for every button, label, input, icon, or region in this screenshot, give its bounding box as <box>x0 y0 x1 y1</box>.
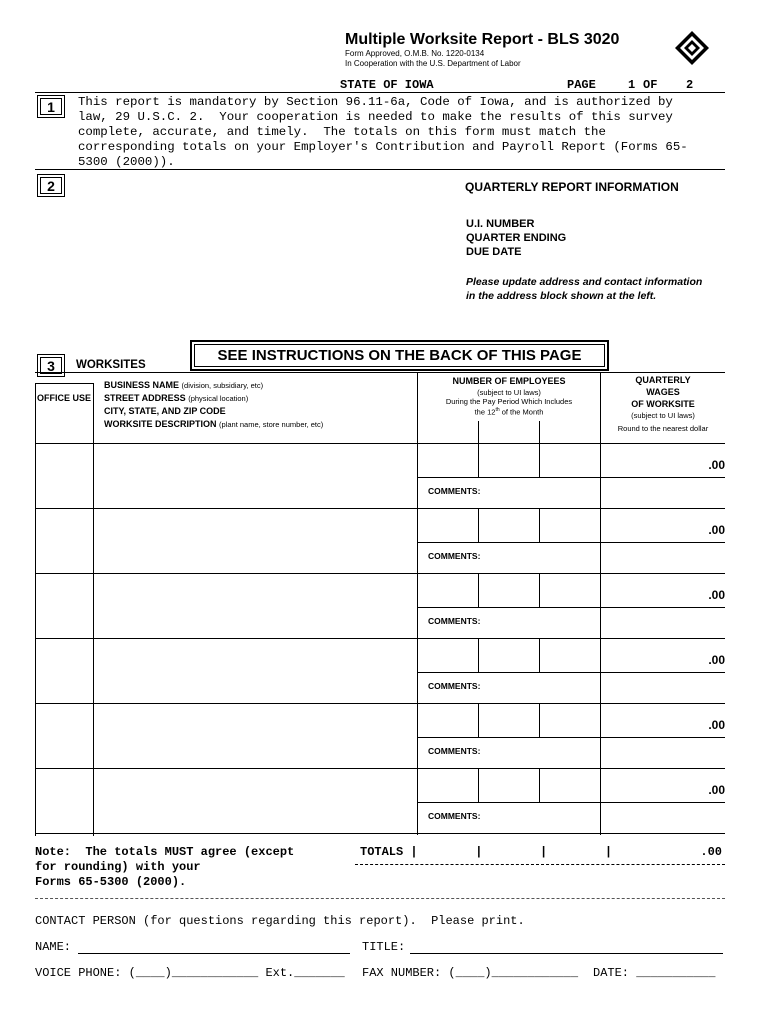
wages-header-3: OF WORKSITE <box>631 399 695 409</box>
employees-month-1-cell[interactable] <box>418 574 478 606</box>
comments-label: COMMENTS: <box>428 746 481 756</box>
due-date-label: DUE DATE <box>466 246 522 258</box>
street-address-header: STREET ADDRESS (physical location) <box>104 393 249 403</box>
employees-col-1-divider <box>478 443 479 477</box>
cooperation-note: In Cooperation with the U.S. Department of Labor <box>345 59 521 68</box>
ui-number-label: U.I. NUMBER <box>466 218 535 230</box>
comments-label: COMMENTS: <box>428 616 481 626</box>
worksite-wages-value[interactable]: .00 <box>708 783 725 797</box>
office-use-cell[interactable] <box>36 574 92 637</box>
employees-col-2-divider <box>539 573 540 607</box>
employees-col-2-divider <box>539 508 540 542</box>
office-use-cell[interactable] <box>36 704 92 767</box>
employees-col-1-divider <box>478 508 479 542</box>
employees-row-divider <box>417 477 725 478</box>
mandatory-notice: This report is mandatory by Section 96.11-6a, Code of Iowa, and is authorized by law, 29 U.S.C. 2. Your cooperation is needed to make the results of this survey complete, accurate, and timely. The totals on this form must match the corresponding totals on your Employer's Contribution and Payroll Report (Forms 65- 5300 (2000)). <box>78 95 688 169</box>
contact-heading: CONTACT PERSON (for questions regarding this report). Please print. <box>35 914 525 928</box>
totals-dashed-line <box>355 864 725 865</box>
employees-col-1-divider <box>478 768 479 802</box>
wages-rounding-note: Round to the nearest dollar <box>617 424 709 433</box>
employees-col-1-divider <box>478 638 479 672</box>
employees-row-divider <box>417 737 725 738</box>
worksite-address-cell[interactable] <box>94 769 416 832</box>
employees-month-3-cell[interactable] <box>540 574 600 606</box>
section-1-number: 1 <box>37 95 65 118</box>
instructions-banner: SEE INSTRUCTIONS ON THE BACK OF THIS PAGE <box>190 340 609 371</box>
employees-month-2-cell[interactable] <box>479 769 539 801</box>
omb-approval: Form Approved, O.M.B. No. 1220-0134 <box>345 49 485 58</box>
employees-month-3-cell[interactable] <box>540 704 600 736</box>
totals-wages-value[interactable]: .00 <box>700 845 722 859</box>
worksite-address-cell[interactable] <box>94 444 416 507</box>
wages-left-divider <box>600 372 601 835</box>
worksite-wages-value[interactable]: .00 <box>708 588 725 602</box>
employees-col-2-divider <box>539 703 540 737</box>
employees-header: NUMBER OF EMPLOYEES <box>452 376 566 386</box>
employees-col-2-divider <box>539 768 540 802</box>
employees-month-3-cell[interactable] <box>540 639 600 671</box>
bls-logo-icon <box>674 30 710 66</box>
worksite-wages-value[interactable]: .00 <box>708 523 725 537</box>
comments-label: COMMENTS: <box>428 811 481 821</box>
comments-input[interactable] <box>485 741 723 765</box>
employees-col-2-divider <box>539 443 540 477</box>
worksite-address-cell[interactable] <box>94 639 416 702</box>
office-use-cell[interactable] <box>36 769 92 832</box>
employees-month-1-cell[interactable] <box>418 509 478 541</box>
section-2-number: 2 <box>37 174 65 197</box>
page-total: 2 <box>686 78 694 92</box>
office-use-cell[interactable] <box>36 444 92 507</box>
page-label: PAGE <box>567 78 596 92</box>
section-3-number: 3 <box>37 354 65 377</box>
contact-fax-field[interactable]: FAX NUMBER: (____)____________ <box>362 966 579 980</box>
worksite-address-cell[interactable] <box>94 509 416 572</box>
worksite-wages-value[interactable]: .00 <box>708 718 725 732</box>
worksite-address-cell[interactable] <box>94 704 416 767</box>
comments-input[interactable] <box>485 546 723 570</box>
contact-name-field[interactable] <box>78 953 350 954</box>
employees-month-1-cell[interactable] <box>418 444 478 476</box>
office-use-label: OFFICE USE <box>37 393 92 403</box>
contact-title-field[interactable] <box>410 953 723 954</box>
employees-month-2-cell[interactable] <box>479 509 539 541</box>
contact-title-label: TITLE: <box>362 940 413 954</box>
worksite-wages-value[interactable]: .00 <box>708 653 725 667</box>
employees-month-2-cell[interactable] <box>479 704 539 736</box>
comments-label: COMMENTS: <box>428 486 481 496</box>
employees-subnote-1: (subject to UI laws) <box>477 388 541 397</box>
city-state-zip-header: CITY, STATE, AND ZIP CODE <box>104 406 226 416</box>
form-title: Multiple Worksite Report - BLS 3020 <box>345 31 620 48</box>
employees-col-1-header <box>478 421 479 443</box>
office-use-cell[interactable] <box>36 509 92 572</box>
page-number: 1 <box>628 78 636 92</box>
comments-input[interactable] <box>485 611 723 635</box>
employees-col-1-divider <box>478 703 479 737</box>
totals-label: TOTALS | | | | <box>360 845 613 859</box>
office-use-top <box>35 383 93 384</box>
employees-col-2-header <box>539 421 540 443</box>
comments-label: COMMENTS: <box>428 681 481 691</box>
totals-note: Note: The totals MUST agree (except for rounding) with your Forms 65-5300 (2000). <box>35 845 295 889</box>
employees-month-3-cell[interactable] <box>540 509 600 541</box>
wages-subnote: (subject to UI laws) <box>631 411 695 420</box>
employees-month-1-cell[interactable] <box>418 639 478 671</box>
business-name-header: BUSINESS NAME (division, subsidiary, etc) <box>104 380 264 390</box>
divider-top <box>35 92 725 93</box>
employees-month-3-cell[interactable] <box>540 769 600 801</box>
contact-date-field[interactable]: DATE: ___________ <box>593 966 716 980</box>
comments-input[interactable] <box>485 481 723 505</box>
employees-month-3-cell[interactable] <box>540 444 600 476</box>
comments-input[interactable] <box>485 676 723 700</box>
state-label: STATE OF IOWA <box>340 78 434 92</box>
employees-subnote-3: the 12th of the Month <box>474 407 544 417</box>
update-address-note: Please update address and contact information in the address block shown at the left. <box>466 276 703 302</box>
worksites-heading: WORKSITES <box>76 359 146 371</box>
worksite-wages-value[interactable]: .00 <box>708 458 725 472</box>
employees-row-divider <box>417 802 725 803</box>
employees-month-2-cell[interactable] <box>479 444 539 476</box>
employees-month-1-cell[interactable] <box>418 769 478 801</box>
contact-name-label: NAME: <box>35 940 79 954</box>
table-top-border <box>35 372 725 373</box>
divider-section-1 <box>35 169 725 170</box>
employees-col-2-divider <box>539 638 540 672</box>
employees-month-2-cell[interactable] <box>479 639 539 671</box>
comments-input[interactable] <box>485 806 723 830</box>
row-bottom-border <box>35 833 725 834</box>
wages-header-2: WAGES <box>646 387 680 397</box>
office-use-cell[interactable] <box>36 639 92 702</box>
worksite-description-header: WORKSITE DESCRIPTION (plant name, store number, etc) <box>104 419 324 429</box>
comments-label: COMMENTS: <box>428 551 481 561</box>
employees-col-1-divider <box>478 573 479 607</box>
wages-header-1: QUARTERLY <box>635 375 691 385</box>
quarterly-report-heading: QUARTERLY REPORT INFORMATION <box>465 180 679 194</box>
employees-row-divider <box>417 672 725 673</box>
contact-voice-phone-field[interactable]: VOICE PHONE: (____)____________ Ext._______ <box>35 966 345 980</box>
page-of-label: OF <box>643 78 658 92</box>
worksite-address-cell[interactable] <box>94 574 416 637</box>
employees-row-divider <box>417 542 725 543</box>
employees-subnote-2: During the Pay Period Which Includes <box>445 397 573 406</box>
quarter-ending-label: QUARTER ENDING <box>466 232 567 244</box>
employees-month-1-cell[interactable] <box>418 704 478 736</box>
contact-divider <box>35 898 725 899</box>
employees-month-2-cell[interactable] <box>479 574 539 606</box>
employees-row-divider <box>417 607 725 608</box>
